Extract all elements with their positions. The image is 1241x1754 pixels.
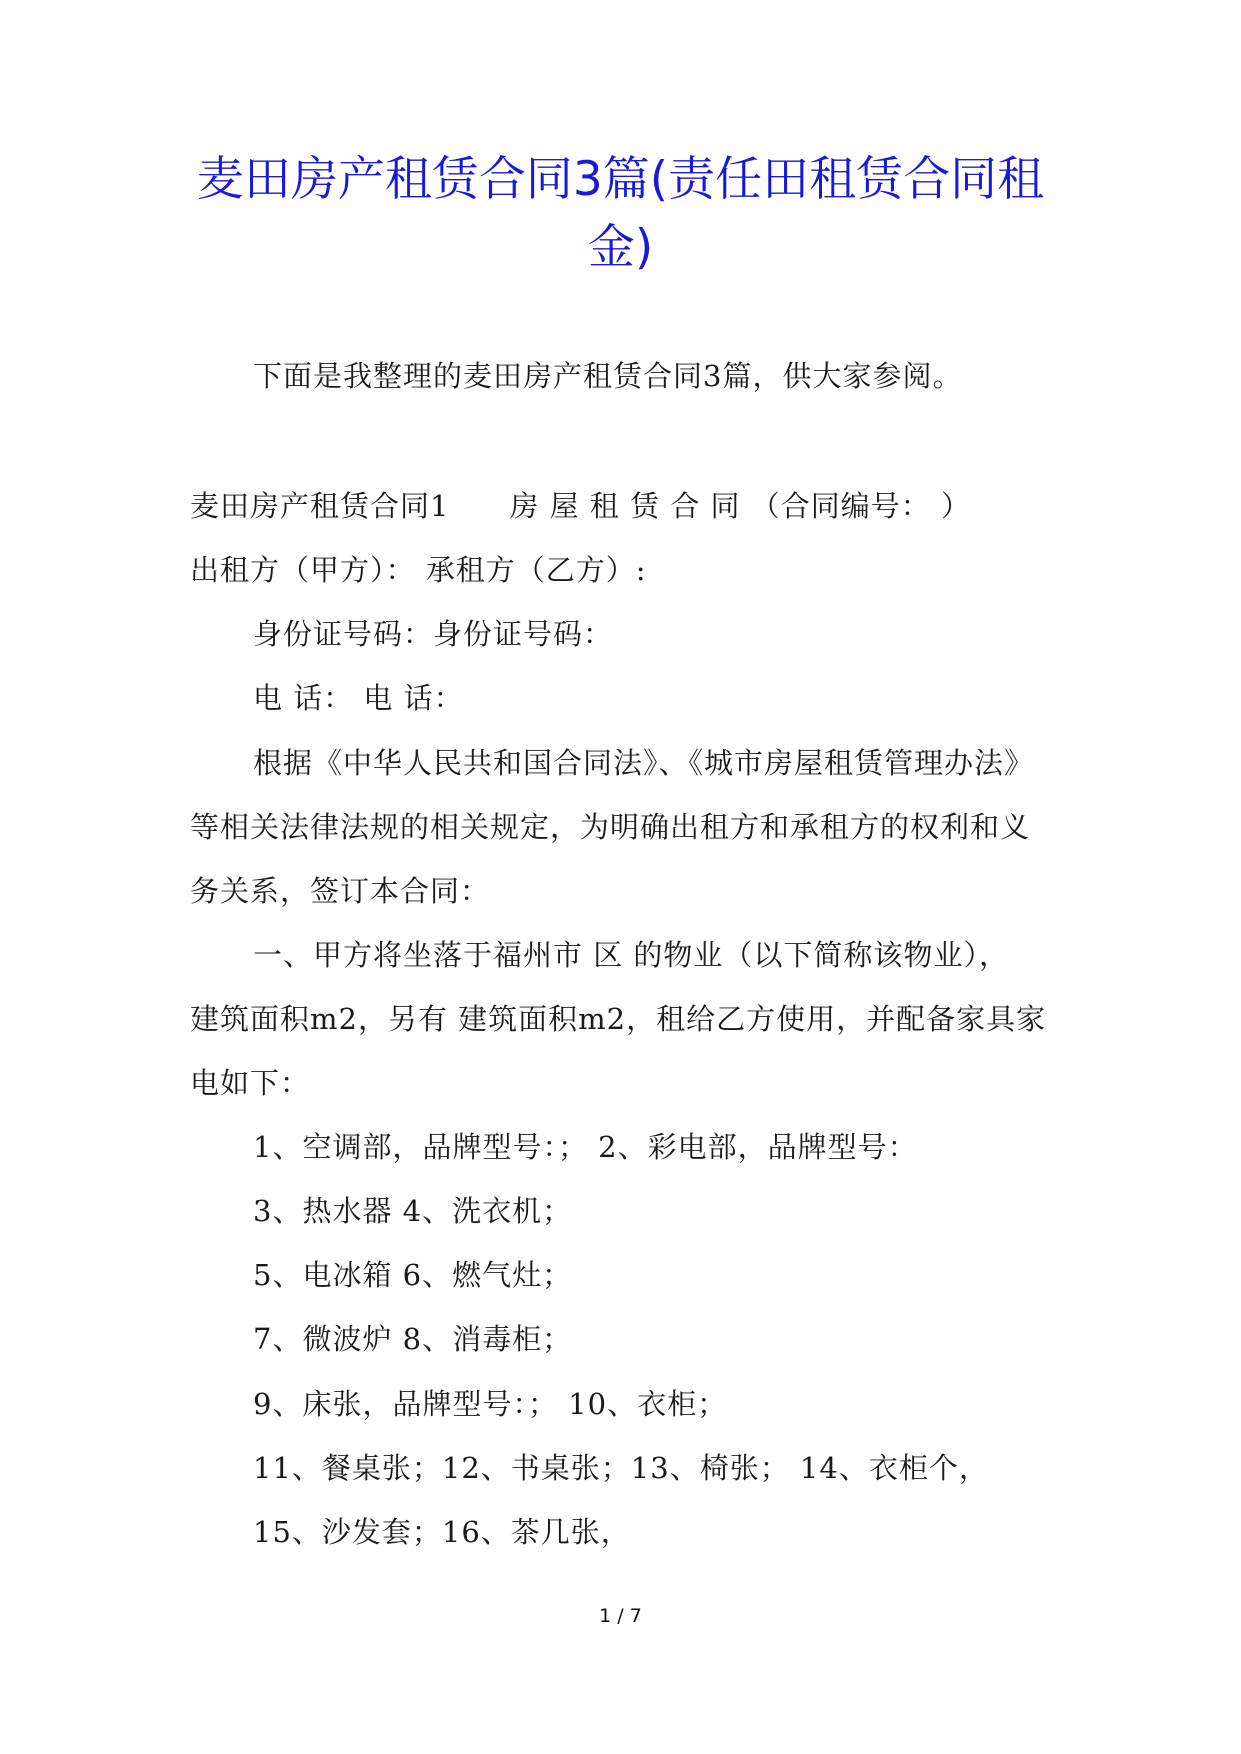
document-title-line-1: 麦田房产租赁合同3篇(责任田租赁合同租 (196, 152, 1045, 207)
furniture-list-item: 9、床张，品牌型号：； 10、衣柜； (253, 1387, 728, 1421)
legal-basis-line-3: 务关系，签订本合同： (190, 874, 491, 908)
legal-basis-line-1: 根据《中华人民共和国合同法》、《城市房屋租赁管理办法》 (253, 746, 1035, 780)
clause-one-line-1: 一、甲方将坐落于福州市 区 的物业（以下简称该物业）， (253, 938, 1009, 972)
clause-one-line-3: 电如下： (190, 1066, 311, 1100)
legal-basis-line-2: 等相关法律法规的相关规定，为明确出租方和承租方的权利和义 (190, 810, 1031, 844)
furniture-list-item: 11、餐桌张；12、书桌张；13、椅张； 14、衣柜个， (253, 1451, 989, 1485)
contract-heading-line: 麦田房产租赁合同1 房 屋 租 赁 合 同 （合同编号： ） (190, 489, 971, 523)
appliance-list-item: 7、微波炉 8、消毒柜； (253, 1322, 573, 1356)
appliance-list-item: 5、电冰箱 6、燃气灶； (253, 1258, 573, 1292)
id-number-line: 身份证号码：身份证号码： (253, 617, 614, 651)
page-number: 1 / 7 (599, 1605, 642, 1627)
intro-paragraph: 下面是我整理的麦田房产租赁合同3篇，供大家参阅。 (253, 359, 963, 393)
parties-line: 出租方（甲方）： 承租方（乙方）: (190, 553, 647, 587)
appliance-list-item: 1、空调部，品牌型号：； 2、彩电部，品牌型号： (253, 1130, 918, 1164)
appliance-list-item: 3、热水器 4、洗衣机； (253, 1194, 573, 1228)
phone-line: 电 话： 电 话： (253, 681, 464, 715)
clause-one-line-2: 建筑面积m2，另有 建筑面积m2，租给乙方使用，并配备家具家 (190, 1002, 1047, 1036)
furniture-list-item: 15、沙发套；16、茶几张， (253, 1515, 631, 1549)
document-title-line-2: 金) (587, 220, 654, 275)
